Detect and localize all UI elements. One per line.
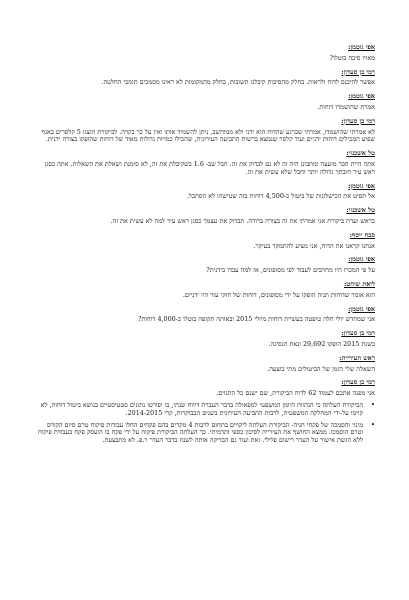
speech-paragraph: אפשר להיכנס לדוח ולראות. בחלק מהסיבות קיבלנו תשובות, בחלק מהמקומות לא ראינו מסמכים תומכי החלטה.	[101, 78, 375, 87]
speaker-name: ליאת שוחט:	[343, 279, 375, 288]
speech-paragraph: אני מפנה אתכם לעמוד 62 לדוח הביקורת, שם ישנם כל התגוים.	[216, 389, 375, 398]
speaker-name: טל אשכנזי:	[346, 149, 375, 158]
speech-paragraph: כראש ועדת ביקורת אני אמרתי את זה בצורה ברורה. תבדוק את עצמך כסגן ראש עיר למה לא עשית את זה.	[110, 216, 375, 225]
bullet-dot-icon: •	[370, 420, 375, 429]
protocol-text	[34, 44, 375, 445]
speech-paragraph: אני שמחדש יולי חלה טיפטה בעשיית דוחות מיולי 2015 ובאותה תקופה בוטלו כ-4,000 דוחות?	[137, 315, 375, 324]
speech-paragraph: על פי המכרז היו מחויבים לעבוד לפי מסופונים, אז למה עבדו בידנית?	[206, 266, 375, 275]
bullet-text: מינוי והסמכה של פקחי חניה- הביקורת העלתה ליקויים בתחום לרבות 4 מקרים בהם פקחים החלו עבודות פיקוח טרם סיום הקורס וטרם הוסמכו. ממצא החושף את העירייה לסיכון כספי ותדמיתי. כך העלתה הביקורת פיקוח על ידי פקח בו הועסק פקח בעבודת פיקוח ללא הגשת אישור על העדר רישום פלילי. זאת ועוד גם הבדיקה אותה לשנה בדבר העדר ר.פ. לא מתבצעת.	[37, 420, 363, 445]
speech-paragraph: השאלה שלי הזמן של הביטולים מתי בוצעה.	[267, 364, 375, 373]
speech-paragraph: מאויו סיבה בוטלו?	[329, 53, 375, 62]
speaker-name: אפי גוטמן:	[348, 181, 375, 190]
speaker-name: אפי גוטמן:	[348, 255, 375, 264]
bullet-item	[34, 422, 375, 445]
speaker-name: רמי בן סעדון:	[341, 67, 375, 76]
speech-paragraph: אמרת שהושמדו דוחות.	[317, 102, 375, 111]
speaker-name: סבח יוסף:	[349, 230, 375, 239]
speaker-name: טל אשכנזי:	[346, 206, 375, 215]
speaker-name: רמי בן סעדון:	[341, 329, 375, 338]
speech-paragraph: הוא אומר שדוחות תניה הופקו על ידי מסופונים, דוחות של חוקי עזר היו ידניים.	[182, 290, 375, 299]
speech-paragraph: אתה היית חבר מועצה ומתבונן היה זה לא גם לבדוק את זה. חבל שב- 1.6 בשקיבלת את זה, לא סימנת ושאלת את השאלות. אתה כסגן ראש עיר חובתך גדולה יותר וחבל שלא עשית את זה.	[44, 159, 375, 176]
bullet-dot-icon: •	[370, 400, 375, 409]
speaker-name: אפי גוטמן:	[348, 92, 375, 101]
speaker-name: ראש העירייה:	[339, 353, 375, 362]
bullet-text: הביקורת העלתה כי הנתוות היומן המשפטי למפאולה בדבר העברת דיווח שנתי, בו יפורטו נתונים סטטיסטיים בנושא ביטול דוחות, לא קוימו על-ידי המחלקה המשפטית, לרבות התביעה העירונית בשנים הבבוקרות, קרי 2014-2015.	[40, 400, 363, 417]
speech-paragraph: לא אמרתי שהושמדו, אמרתי שברגע שהדוח הוא ידני ולא ממוחשב, ניתן להשמיד אותו ואין על כך בקרה. לביקורת הוצגו 5 קלסרים באגף שפיע המכילים דוחות ידניים ועוד קלסר שנמצא ברשות התביעה העירונית, שהכילו כמויות גדולות מאוד של דוחות שהופקו בצורה ידנית.	[41, 127, 375, 144]
speech-paragraph: בשנת 2015 הופקו 29,692 ונאת הנסיגה.	[268, 339, 375, 348]
speaker-name: רמי בן סעדון:	[341, 116, 375, 125]
bullet-item	[34, 402, 375, 418]
speaker-name: אפי גוטמן:	[348, 43, 375, 51]
speech-paragraph: אל תסיט את הכישלונות של ביטול כ-4,500 דוחות בזה שטישהו לא הסתכל.	[186, 192, 375, 201]
speech-paragraph: אנחנו קראנו את הדוח, אני מציע להתמקד בעיקר.	[253, 241, 375, 250]
speaker-name: רמי בן סעדון:	[341, 378, 375, 387]
speaker-name: אפי גוטמן:	[348, 304, 375, 313]
